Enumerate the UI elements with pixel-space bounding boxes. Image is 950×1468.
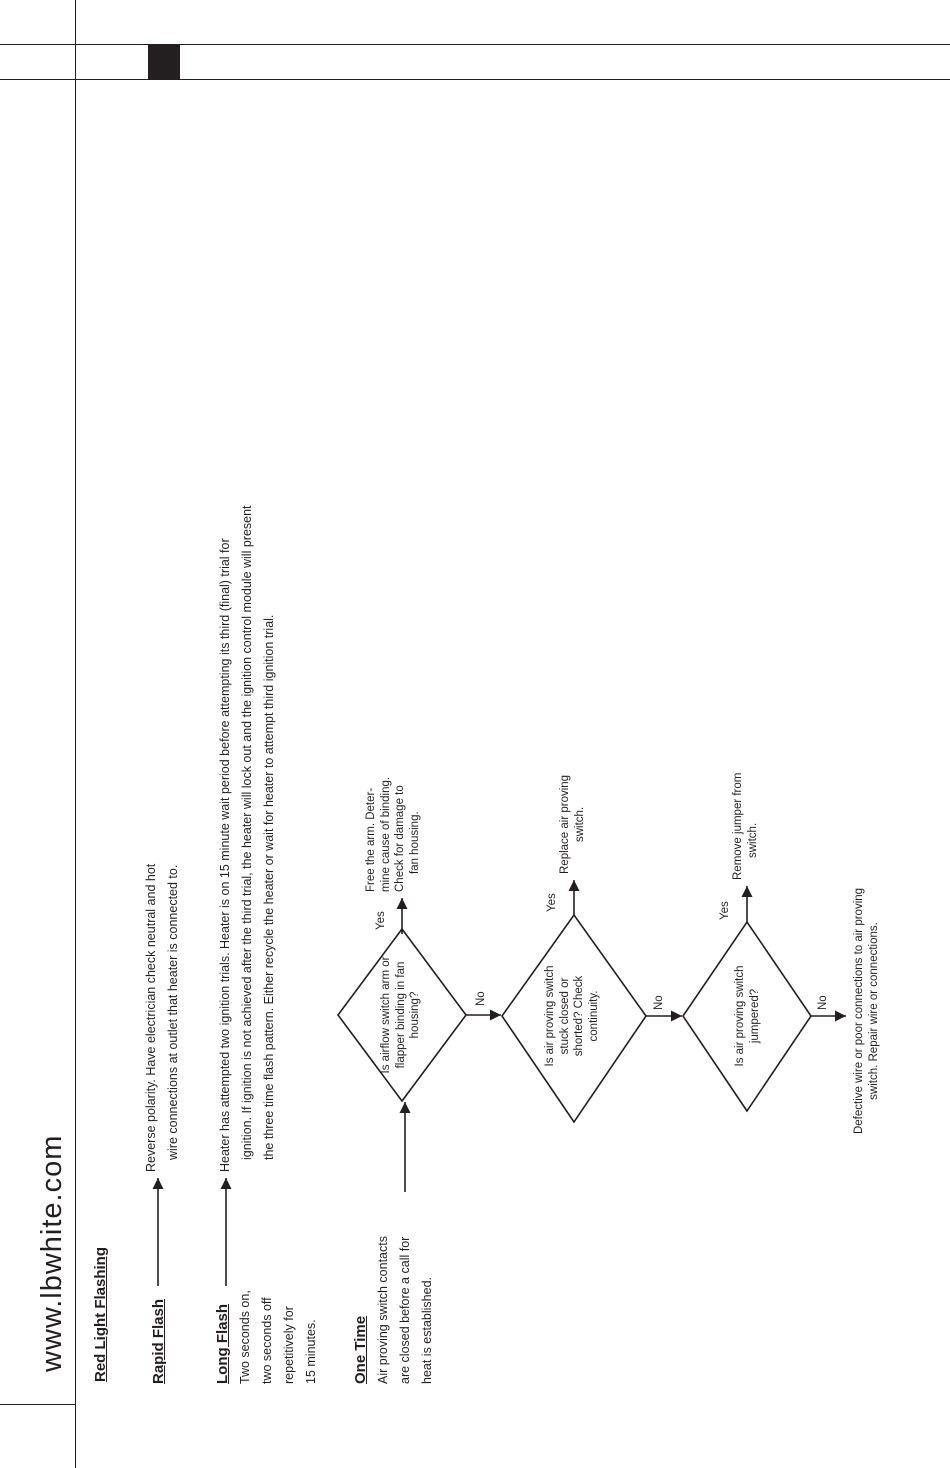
- long-flash-text-line: Heater has attempted two ignition trials. Heater is on 15 minute wait period before attempting its third (final) trial for: [218, 538, 232, 1172]
- decision2-line: stuck closed or: [558, 977, 571, 1055]
- decision1-line: Is airflow switch arm or: [380, 956, 392, 1074]
- decision1-yes-action-line: Free the arm. Deter-: [365, 787, 377, 892]
- rapid-flash-text-line: wire connections at outlet that heater is connected to.: [166, 864, 180, 1160]
- decision3-yes-action-line: Remove jumper from: [732, 772, 744, 880]
- long-flash-desc-line: repetitively for: [282, 1306, 296, 1384]
- long-flash-text-line: ignition. If ignition is not achieved after the third trial, the heater will lock out and the ignition control module will present: [240, 505, 254, 1160]
- decision2-question: [543, 946, 601, 1086]
- long-flash-desc-line: 15 minutes.: [304, 1319, 318, 1384]
- long-flash-desc-line: Two seconds on,: [238, 1290, 252, 1384]
- decision1-question: [379, 945, 423, 1085]
- one-time-heading: One Time: [352, 1315, 369, 1384]
- decision3-line: Is air proving switch: [734, 965, 746, 1067]
- section-title: Red Light Flashing: [92, 1247, 109, 1382]
- rapid-flash-text-line: Reverse polarity. Have electrician check neutral and hot: [144, 863, 158, 1172]
- decision1-yes-action: [364, 777, 422, 892]
- decision3-yes-action-line: switch.: [746, 822, 759, 858]
- decision1-yes-action-line: fan housing.: [408, 811, 421, 874]
- decision1-yes-action-line: mine cause of binding.: [379, 776, 392, 892]
- site-url: www.lbwhite.com: [36, 1134, 68, 1372]
- long-flash-heading: Long Flash: [214, 1304, 231, 1384]
- rapid-flash-heading: Rapid Flash: [150, 1298, 167, 1384]
- decision2-yes-label: Yes: [546, 893, 558, 912]
- one-time-desc-line: heat is established.: [420, 1276, 434, 1384]
- final-action: [852, 876, 881, 1146]
- decision2-line: Is air proving switch: [544, 965, 556, 1067]
- decision1-no-label: No: [475, 991, 487, 1006]
- decision1-line: flapper binding in fan: [394, 961, 407, 1069]
- decision2-no-label: No: [653, 995, 665, 1010]
- decision3-yes-label: Yes: [719, 901, 731, 920]
- decision3-question: [733, 946, 762, 1086]
- decision2-yes-action-line: Replace air proving: [559, 774, 571, 874]
- decision2-yes-action: [558, 775, 587, 874]
- long-flash-text-line: the three time flash pattern. Either recycle the heater or wait for heater to attempt third ignition trial.: [262, 614, 276, 1160]
- decision2-yes-action-line: switch.: [573, 806, 586, 842]
- one-time-desc-line: Air proving switch contacts: [376, 1236, 390, 1384]
- decision2-line: continuity.: [587, 990, 600, 1042]
- decision1-yes-label: Yes: [375, 911, 387, 930]
- decision3-line: jumpered?: [748, 988, 761, 1044]
- final-action-line: Defective wire or poor connections to air proving: [853, 887, 865, 1135]
- decision1-yes-action-line: Check for damage to: [394, 785, 406, 892]
- final-action-line: switch. Repair wire or connections.: [867, 922, 880, 1100]
- long-flash-desc-line: two seconds off: [260, 1297, 274, 1384]
- decision3-no-label: No: [817, 995, 829, 1010]
- decision3-yes-action: [731, 773, 760, 880]
- decision1-line: housing?: [409, 991, 421, 1039]
- decision2-line: shorted? Check: [573, 975, 585, 1057]
- one-time-desc-line: are closed before a call for: [398, 1236, 412, 1384]
